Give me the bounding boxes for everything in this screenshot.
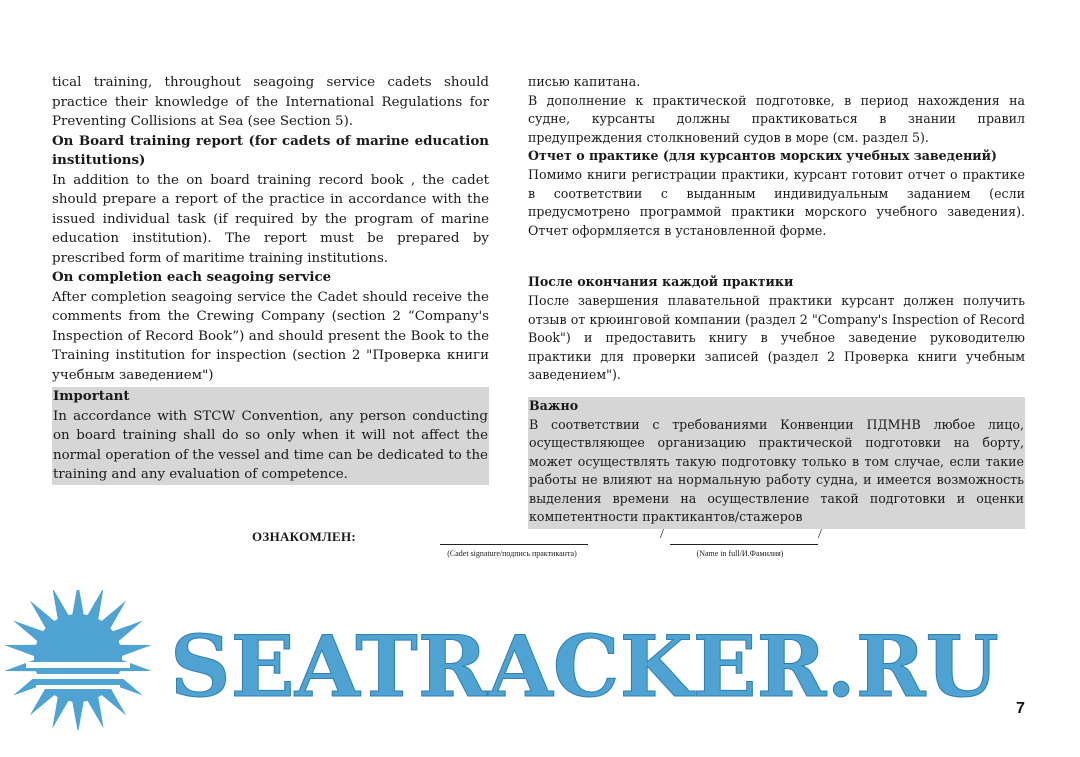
sun-icon: [3, 590, 153, 730]
report-paragraph: In addition to the on board training record book , the cadet should prepare a report of the practice in accordance with the issued individual task (if required by the program of marine education institution). The report must be prepared by prescribed form of maritime training institutions.: [52, 172, 489, 266]
report-paragraph: Помимо книги регистрации практики, курсант готовит отчет о практике в соответствии с выданным индивидуальным заданием (если предусмотрено программой практики морского учебного заведения). Отчет оформляется в установленной форме.: [528, 166, 1025, 238]
right-column-russian: [528, 73, 1025, 529]
important-paragraph: In accordance with STCW Convention, any person conducting on board training shall do so only when it will not affect the normal operation of the vessel and time can be dedicated to the training and any evaluation of competence.: [53, 408, 488, 482]
watermark-text: SEATRACKER.RU: [170, 617, 999, 716]
report-heading: Отчет о практике (для курсантов морских учебных заведений): [528, 148, 997, 164]
left-column-english: [52, 73, 489, 485]
acknowledged-label: ОЗНАКОМЛЕН:: [252, 529, 357, 544]
signature-line: [440, 544, 588, 545]
completion-heading: После окончания каждой практики: [528, 274, 794, 290]
intro-paragraph: tical training, throughout seagoing service cadets should practice their knowledge of the International Regulations for Preventing Collisions at Sea (see Section 5).: [52, 75, 489, 129]
slash-separator: /: [818, 527, 822, 542]
signature-caption: (Cadet signature/подпись практиканта): [447, 549, 577, 558]
page-number: 7: [1016, 700, 1025, 717]
name-line: [670, 544, 818, 545]
completion-paragraph: После завершения плавательной практики курсант должен получить отзыв от крюинговой компании (раздел 2 "Company's Inspection of Record Book") и предоставить книгу в учебное заведение руководителю практики для проверки записей (раздел 2 Проверка книги учебным заведением").: [528, 292, 1025, 383]
important-heading: Important: [53, 388, 130, 404]
important-box: [528, 397, 1025, 529]
important-heading: Важно: [529, 397, 579, 413]
completion-heading: On completion each seagoing service: [52, 269, 332, 285]
important-paragraph: В соответствии с требованиями Конвенции ПДМНВ любое лицо, осуществляющее организацию практической подготовки на борту, может осуществлять такую подготовку только в том случае, если такие работы не влияют на нормальную работу судна, и имеется возможность выделения времени на осуществление такой подготовки и оценки компетентности практикантов/стажеров: [529, 416, 1024, 525]
slash-separator: /: [660, 527, 664, 542]
intro-paragraph: В дополнение к практической подготовке, в период нахождения на судне, курсанты должны практиковаться в знании правил предупреждения столкновений судов в море (см. раздел 5).: [528, 92, 1025, 145]
name-caption: (Name in full/И.Фамилия): [696, 549, 784, 558]
report-heading: On Board training report (for cadets of marine education institutions): [52, 132, 489, 168]
signature-block: [0, 527, 1080, 567]
intro-fragment: писью капитана.: [528, 74, 641, 89]
completion-paragraph: After completion seagoing service the Cadet should receive the comments from the Crewing Company (section 2 “Company's Inspection of Record Book”) and should present the Book to the Training institution for inspection (section 2 "Проверка книги учебным заведением"): [52, 289, 489, 383]
important-box: [52, 387, 489, 485]
